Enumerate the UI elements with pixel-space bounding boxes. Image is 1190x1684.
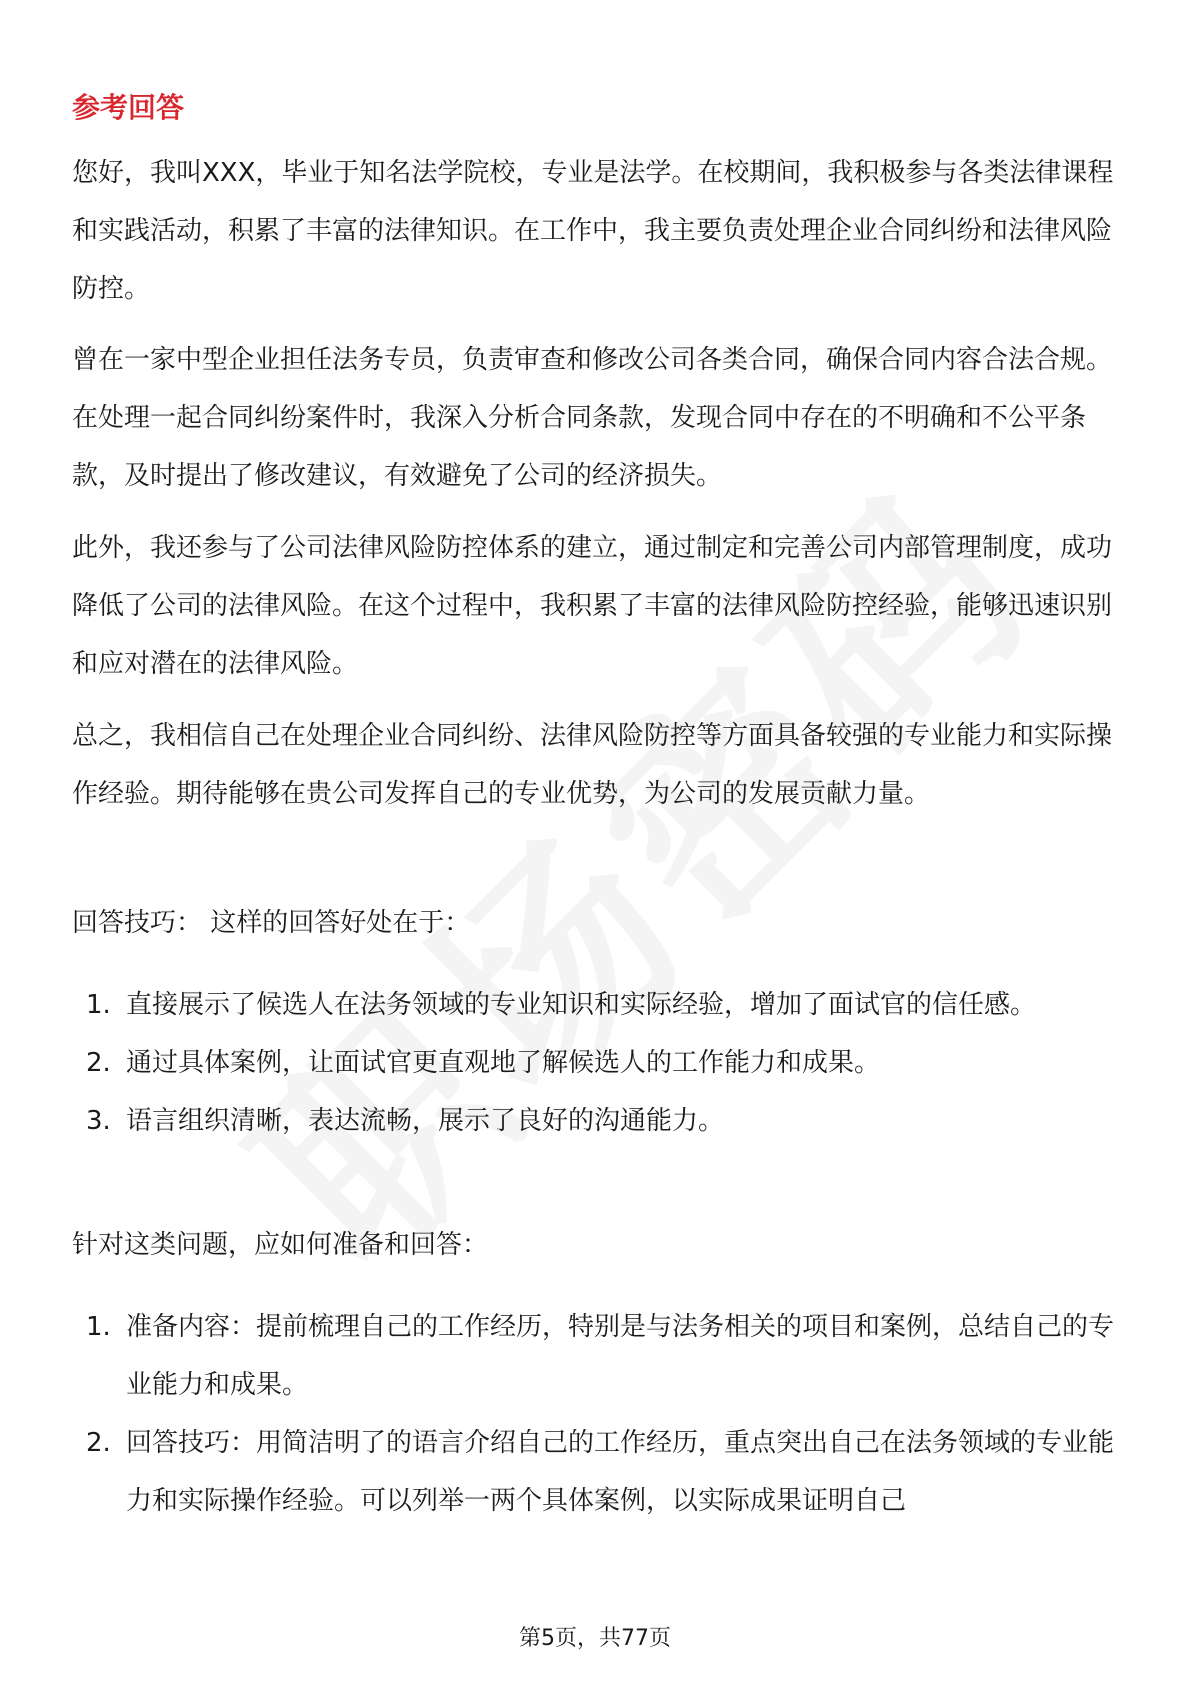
tips-list: [72, 976, 1118, 1150]
list-number: 1.: [86, 990, 111, 1020]
list-item: [72, 1034, 1118, 1092]
paragraph-intro: 您好，我叫XXX，毕业于知名法学院校，专业是法学。在校期间，我积极参与各类法律课程和实践活动，积累了丰富的法律知识。在工作中，我主要负责处理企业合同纠纷和法律风险防控。: [72, 158, 1114, 304]
list-text: 通过具体案例，让面试官更直观地了解候选人的工作能力和成果。: [126, 1048, 881, 1078]
list-number: 2.: [86, 1428, 111, 1458]
list-item: [72, 1414, 1118, 1530]
tips-intro: 回答技巧： 这样的回答好处在于：: [72, 908, 471, 938]
list-text: 准备内容：提前梳理自己的工作经历，特别是与法务相关的项目和案例，总结自己的专业能力和成果。: [126, 1312, 1115, 1400]
list-number: 2.: [86, 1048, 111, 1078]
prep-intro: 针对这类问题，应如何准备和回答：: [72, 1230, 489, 1260]
list-text: 语言组织清晰，表达流畅，展示了良好的沟通能力。: [126, 1106, 725, 1136]
list-text: 直接展示了候选人在法务领域的专业知识和实际经验，增加了面试官的信任感。: [126, 990, 1037, 1020]
list-item: [72, 976, 1118, 1034]
paragraph-summary: 总之，我相信自己在处理企业合同纠纷、法律风险防控等方面具备较强的专业能力和实际操作经验。期待能够在贵公司发挥自己的专业优势，为公司的发展贡献力量。: [72, 721, 1113, 809]
list-item: [72, 1092, 1118, 1150]
paragraph-experience: 曾在一家中型企业担任法务专员，负责审查和修改公司各类合同，确保合同内容合法合规。在处理一起合同纠纷案件时，我深入分析合同条款，发现合同中存在的不明确和不公平条款，及时提出了修改建议，有效避免了公司的经济损失。: [72, 345, 1113, 491]
page-footer: 第5页，共77页: [519, 1626, 671, 1651]
list-number: 1.: [86, 1312, 111, 1342]
prep-list: [72, 1298, 1118, 1530]
list-item: [72, 1298, 1118, 1414]
paragraph-risk-control: 此外，我还参与了公司法律风险防控体系的建立，通过制定和完善公司内部管理制度，成功降低了公司的法律风险。在这个过程中，我积累了丰富的法律风险防控经验，能够迅速识别和应对潜在的法律风险。: [72, 533, 1113, 679]
section-heading: 参考回答: [72, 91, 185, 124]
list-number: 3.: [86, 1106, 111, 1136]
list-text: 回答技巧：用简洁明了的语言介绍自己的工作经历，重点突出自己在法务领域的专业能力和实际操作经验。可以列举一两个具体案例，以实际成果证明自己: [126, 1428, 1115, 1516]
